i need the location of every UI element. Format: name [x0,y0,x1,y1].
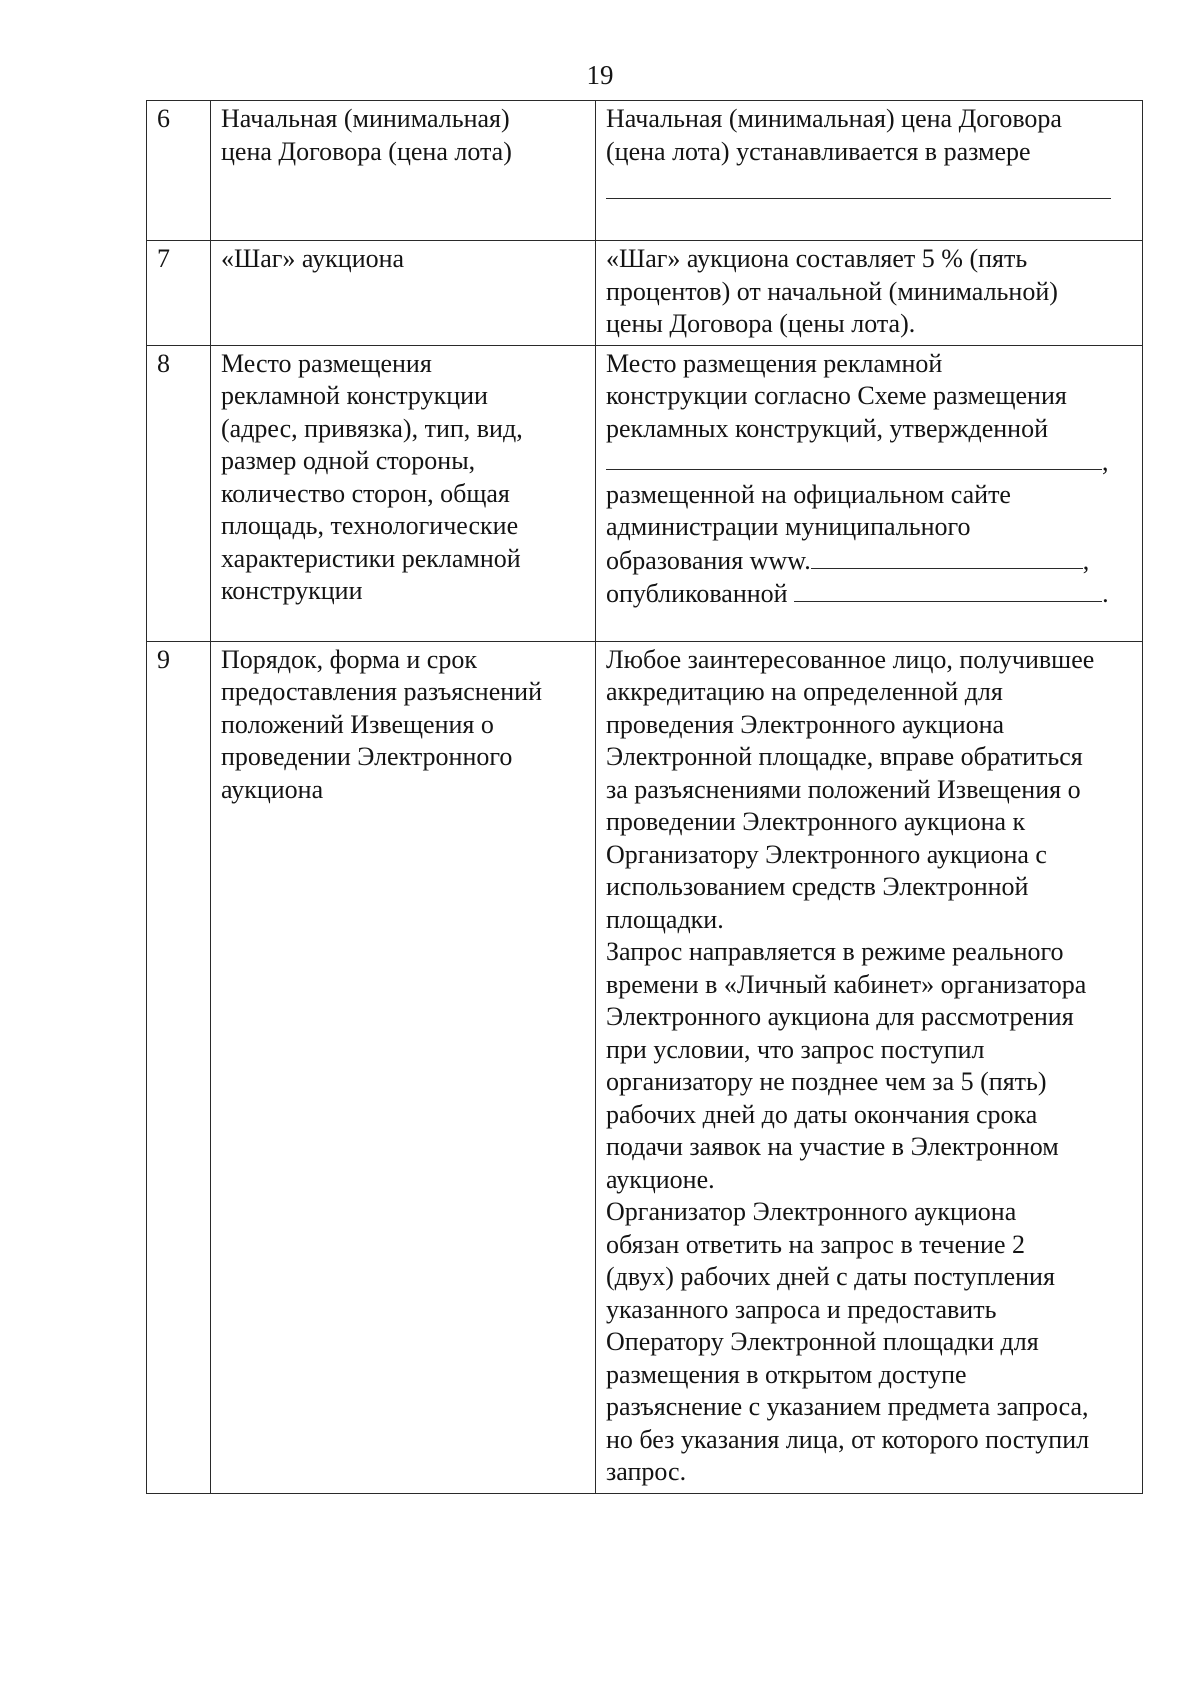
row-desc-line: размещенной на официальном сайте [606,479,1011,509]
row-desc-line: аукционе. [606,1164,715,1194]
row-desc-line: рабочих дней до даты окончания срока [606,1099,1038,1129]
row-desc-line: организатору не позднее чем за 5 (пять) [606,1067,1047,1096]
period: . [1102,579,1109,608]
table-row [147,641,1143,1493]
row-desc-line: обязан ответить на запрос в течение 2 [606,1229,1025,1259]
row-desc-line: времени в «Личный кабинет» организатора [606,969,1087,999]
row-description [596,241,1143,346]
fill-in-blank [606,172,1111,199]
row-desc-line: Электронного аукциона для рассмотрения [606,1002,1074,1031]
row-name-line: Порядок, форма и срок [221,644,477,674]
row-name-line: проведении Электронного [221,742,513,771]
published-label: опубликованной [606,579,788,608]
row-desc-line: цены Договора (цены лота). [606,309,916,338]
row-number: 6 [147,101,211,241]
row-name [211,101,596,241]
row-name-line: количество сторон, общая [221,478,510,508]
row-name-line: Начальная (минимальная) [221,104,510,133]
row-number: 8 [147,345,211,641]
website-prefix: образования www. [606,545,811,575]
row-desc-line: указанного запроса и предоставить [606,1294,997,1324]
row-description [596,641,1143,1493]
row-name-line: характеристики рекламной [221,543,521,573]
row-desc-line: проведении Электронного аукциона к [606,807,1026,836]
fill-in-blank [606,445,1102,470]
row-name-line: аукциона [221,774,324,804]
row-desc-line: Электронной площадке, вправе обратиться [606,742,1083,771]
row-desc-line: аккредитацию на определенной для [606,677,1003,706]
document-table [146,100,1143,1494]
row-name-line: Место размещения [221,348,432,378]
row-name-line: предоставления разъяснений [221,677,542,706]
row-desc-line: Организатору Электронного аукциона с [606,839,1047,869]
row-name-line: рекламной конструкции [221,381,488,410]
row-name-line: положений Извещения о [221,709,494,739]
row-desc-line: за разъяснениями положений Извещения о [606,774,1081,804]
row-desc-line [606,577,1132,611]
row-desc-line: Любое заинтересованное лицо, получившее [606,644,1095,674]
row-number: 9 [147,641,211,1493]
row-name [211,641,596,1493]
table-row [147,241,1143,346]
row-description [596,101,1143,241]
row-desc-line: подачи заявок на участие в Электронном [606,1132,1059,1161]
row-desc-line: Запрос направляется в режиме реального [606,937,1064,966]
row-name-line: размер одной стороны, [221,446,476,475]
row-desc-line: (цена лота) устанавливается в размере [606,136,1031,166]
row-desc-line: проведения Электронного аукциона [606,709,1005,739]
row-desc-line: площадки. [606,904,724,934]
comma: , [1082,545,1090,575]
row-desc-line: процентов) от начальной (минимальной) [606,276,1058,306]
row-name-line: цена Договора (цена лота) [221,136,512,166]
row-desc-line: администрации муниципального [606,512,971,541]
table-row [147,101,1143,241]
table-row [147,345,1143,641]
page-number: 19 [586,60,614,90]
row-desc-line: Место размещения рекламной [606,348,943,378]
row-desc-line: при условии, что запрос поступил [606,1034,985,1064]
row-desc-line [606,544,1132,578]
row-desc-line: (двух) рабочих дней с даты поступления [606,1262,1055,1291]
row-name-line: «Шаг» аукциона [221,244,405,273]
row-name [211,345,596,641]
row-desc-line: но без указания лица, от которого поступил [606,1424,1090,1454]
row-desc-line: запрос. [606,1457,687,1486]
row-desc-line: конструкции согласно Схеме размещения [606,381,1067,410]
row-name-line: (адрес, привязка), тип, вид, [221,413,523,443]
row-desc-line: Начальная (минимальная) цена Договора [606,104,1062,133]
row-desc-line: разъяснение с указанием предмета запроса, [606,1392,1089,1421]
row-desc-line: Оператору Электронной площадки для [606,1327,1039,1356]
row-description [596,345,1143,641]
row-name-line: площадь, технологические [221,511,519,540]
row-desc-line: «Шаг» аукциона составляет 5 % (пять [606,244,1028,273]
row-desc-line: рекламных конструкций, утвержденной [606,413,1048,443]
fill-in-blank [794,577,1102,602]
row-name-line: конструкции [221,576,363,605]
row-number: 7 [147,241,211,346]
row-desc-line [606,445,1132,479]
fill-in-blank [811,544,1083,569]
row-name [211,241,596,346]
comma: , [1102,447,1109,476]
row-desc-line: Организатор Электронного аукциона [606,1197,1017,1226]
row-desc-line: использованием средств Электронной [606,872,1029,901]
row-desc-line: размещения в открытом доступе [606,1359,967,1389]
